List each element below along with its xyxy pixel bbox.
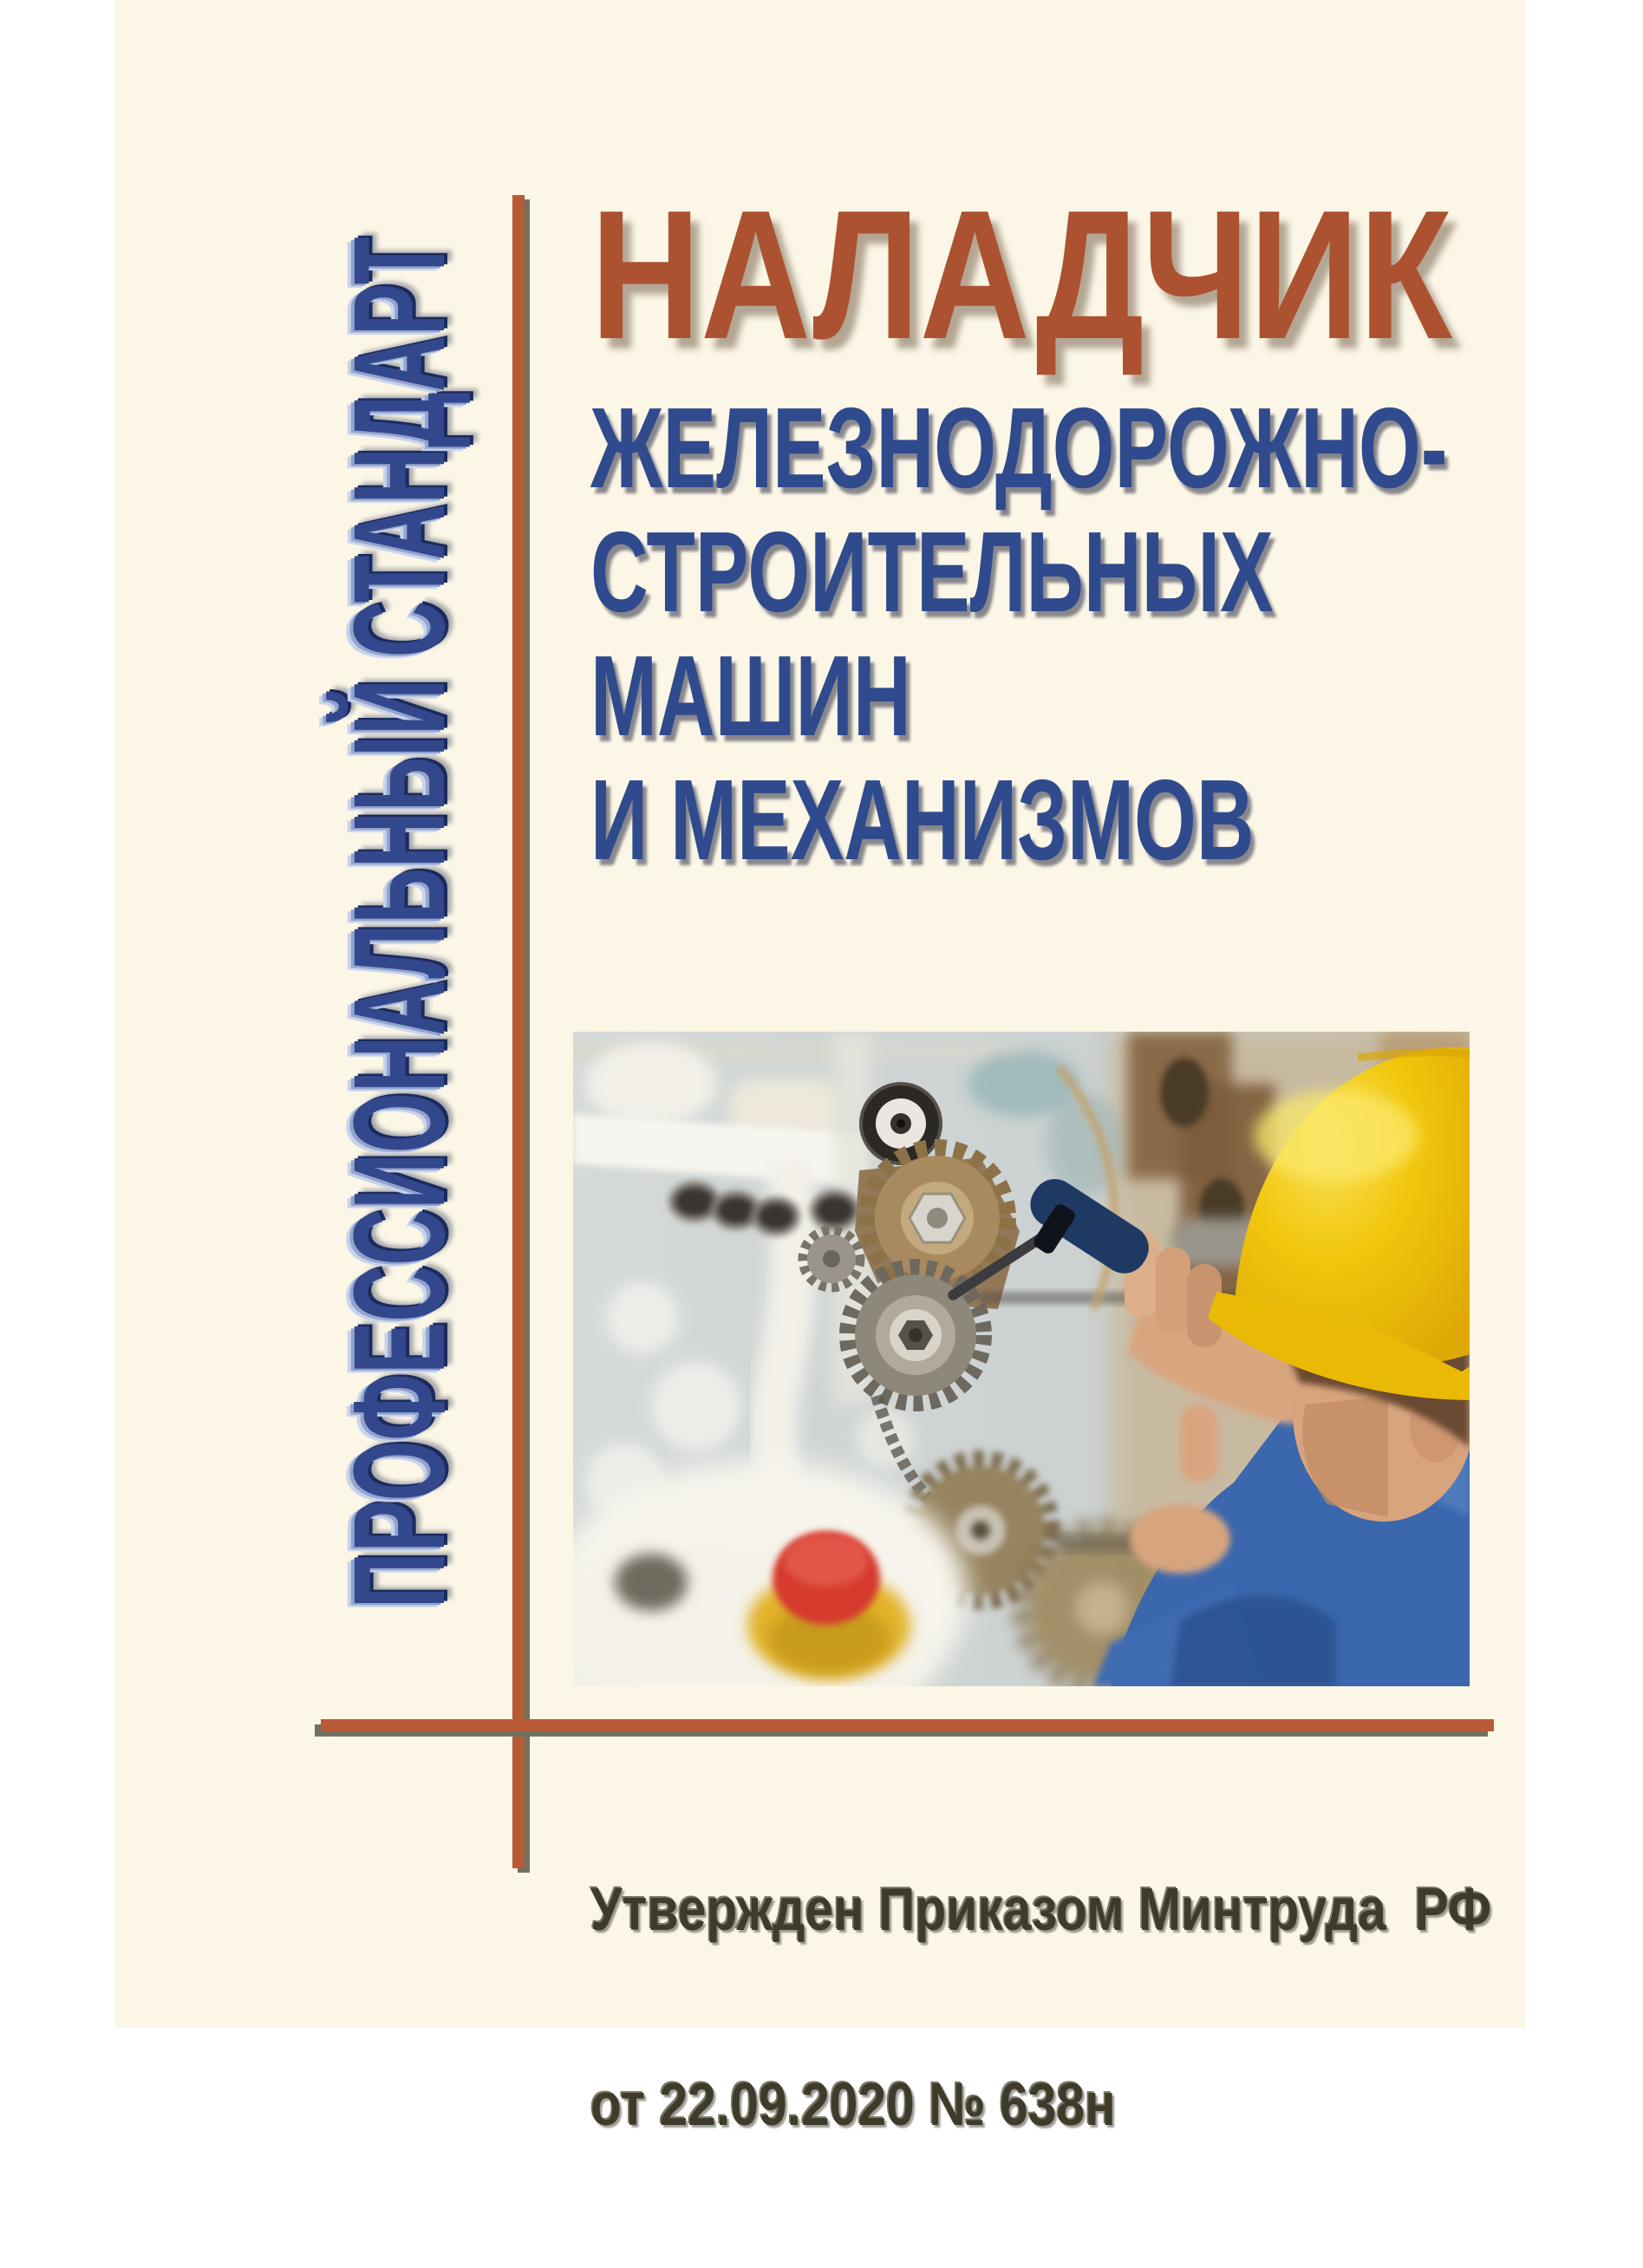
approval-note — [590, 1747, 1491, 2267]
vertical-banner-text: ПРОФЕССИОНАЛЬНЫЙ СТАНДАРТ — [326, 237, 472, 1608]
cover-photo — [573, 1032, 1470, 1686]
cover-page — [115, 0, 1526, 2138]
horizontal-rule — [321, 1719, 1494, 1731]
approval-line-2: от 22.09.2020 № 638н — [590, 2070, 1116, 2138]
subtitle-line-2: СТРОИТЕЛЬНЫХ — [590, 508, 1274, 635]
vertical-rule — [512, 195, 525, 1868]
cover-title: НАЛАДЧИК — [590, 172, 1452, 377]
subtitle-line-1: ЖЕЛЕЗНОДОРОЖНО- — [590, 384, 1448, 512]
cover-subtitle — [590, 386, 1448, 882]
approval-line-1: Утвержден Приказом Минтруда РФ — [590, 1875, 1492, 1943]
subtitle-line-3: МАШИН — [590, 632, 911, 759]
subtitle-line-4: И МЕХАНИЗМОВ — [590, 756, 1255, 883]
